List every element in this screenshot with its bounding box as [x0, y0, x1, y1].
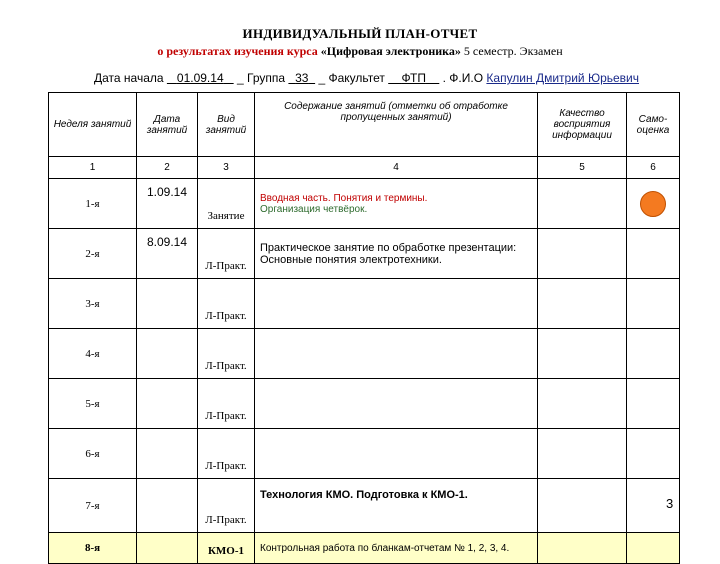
content-cell: [255, 379, 538, 429]
content-cell: [255, 279, 538, 329]
week-cell: 2-я: [49, 229, 137, 279]
content-cell: [255, 479, 538, 533]
week-cell: 3-я: [49, 279, 137, 329]
subtitle-prefix: о результатах изучения курса: [157, 44, 318, 58]
self-assessment-cell[interactable]: [627, 179, 680, 229]
header-date: Дата занятий: [137, 93, 198, 157]
table-row: [49, 429, 680, 479]
quality-cell[interactable]: [538, 479, 627, 533]
date-cell: 8.09.14: [137, 229, 198, 279]
self-assessment-cell[interactable]: [627, 533, 680, 564]
col-num: 3: [198, 157, 255, 179]
date-cell: 1.09.14: [137, 179, 198, 229]
start-value: 01.09.14: [176, 71, 224, 85]
kind-cell: Занятие: [198, 179, 255, 229]
table-row: [49, 329, 680, 379]
content-line: Контрольная работа по бланкам-отчетам № 1, 2, 3, 4.: [260, 542, 510, 554]
date-cell: [137, 429, 198, 479]
date-cell: [137, 279, 198, 329]
header-content: Содержание занятий (отметки об отработке пропущенных занятий): [255, 93, 538, 157]
quality-cell[interactable]: [538, 279, 627, 329]
date-cell: [137, 533, 198, 564]
name-label: . Ф.И.О: [442, 71, 484, 85]
date-cell: [137, 379, 198, 429]
table-header-row: [49, 93, 680, 157]
table-row: [49, 229, 680, 279]
kind-cell: Л-Практ.: [198, 429, 255, 479]
week-cell: 1-я: [49, 179, 137, 229]
kind-cell: Л-Практ.: [198, 329, 255, 379]
self-assessment-cell[interactable]: [627, 229, 680, 279]
content-cell: [255, 533, 538, 564]
week-cell: 4-я: [49, 329, 137, 379]
table-row: [49, 479, 680, 533]
table-row: [49, 379, 680, 429]
kind-cell: Л-Практ.: [198, 379, 255, 429]
document-title: ИНДИВИДУАЛЬНЫЙ ПЛАН-ОТЧЕТ: [242, 26, 478, 41]
header-kind: Вид занятий: [198, 93, 255, 157]
date-cell: [137, 479, 198, 533]
quality-cell[interactable]: [538, 179, 627, 229]
meta-line: Дата начала 01.09.14 _ Группа 33 _ Факультет ФТП . Ф.И.О Капулин Дмитрий Юрьевич: [94, 71, 640, 85]
col-num: 1: [49, 157, 137, 179]
course-name: «Цифровая электроника»: [320, 44, 461, 58]
self-assessment-cell[interactable]: [627, 429, 680, 479]
start-label: Дата начала: [94, 71, 164, 85]
week-cell: 5-я: [49, 379, 137, 429]
content-cell: [255, 429, 538, 479]
quality-cell[interactable]: [538, 329, 627, 379]
table-row: [49, 179, 680, 229]
quality-cell[interactable]: [538, 429, 627, 479]
quality-cell[interactable]: [538, 229, 627, 279]
content-line: Вводная часть. Понятия и термины.: [260, 192, 428, 204]
date-cell: [137, 329, 198, 379]
content-cell: [255, 229, 538, 279]
col-num: 6: [627, 157, 680, 179]
col-num: 2: [137, 157, 198, 179]
col-num: 5: [538, 157, 627, 179]
week-cell: 8-я: [49, 533, 137, 564]
week-cell: 6-я: [49, 429, 137, 479]
subtitle-suffix: 5 семестр. Экзамен: [463, 44, 563, 58]
content-cell: [255, 179, 538, 229]
content-line: Технология КМО. Подготовка к КМО-1.: [260, 489, 468, 501]
column-number-row: [49, 157, 680, 179]
header-week: Неделя занятий: [49, 93, 137, 157]
kind-cell: Л-Практ.: [198, 279, 255, 329]
plan-table: [48, 92, 680, 564]
quality-cell[interactable]: [538, 533, 627, 564]
header-quality: Качество восприятия информации: [538, 93, 627, 157]
content-line: Практическое занятие по обработке презентации:: [260, 241, 517, 254]
col-num: 4: [255, 157, 538, 179]
content-cell: [255, 329, 538, 379]
name-value: Капулин Дмитрий Юрьевич: [486, 71, 640, 85]
header-self-assessment: Само-оценка: [627, 93, 680, 157]
kind-cell: КМО-1: [198, 533, 255, 564]
page-number: 3: [666, 496, 674, 511]
quality-cell[interactable]: [538, 379, 627, 429]
self-assessment-cell[interactable]: [627, 279, 680, 329]
group-label: Группа: [247, 71, 286, 85]
document-subtitle: [0, 44, 720, 59]
kind-cell: Л-Практ.: [198, 479, 255, 533]
week-cell: 7-я: [49, 479, 137, 533]
orange-circle-icon: [640, 191, 666, 217]
table-row: [49, 279, 680, 329]
table-row: [49, 533, 680, 564]
group-value: 33: [295, 71, 309, 85]
content-line: Организация четвёрок.: [260, 203, 368, 215]
faculty-label: Факультет: [328, 71, 385, 85]
self-assessment-cell[interactable]: [627, 379, 680, 429]
self-assessment-cell[interactable]: [627, 329, 680, 379]
kind-cell: Л-Практ.: [198, 229, 255, 279]
faculty-value: ФТП: [401, 71, 426, 85]
content-line: Основные понятия электротехники.: [260, 253, 442, 266]
